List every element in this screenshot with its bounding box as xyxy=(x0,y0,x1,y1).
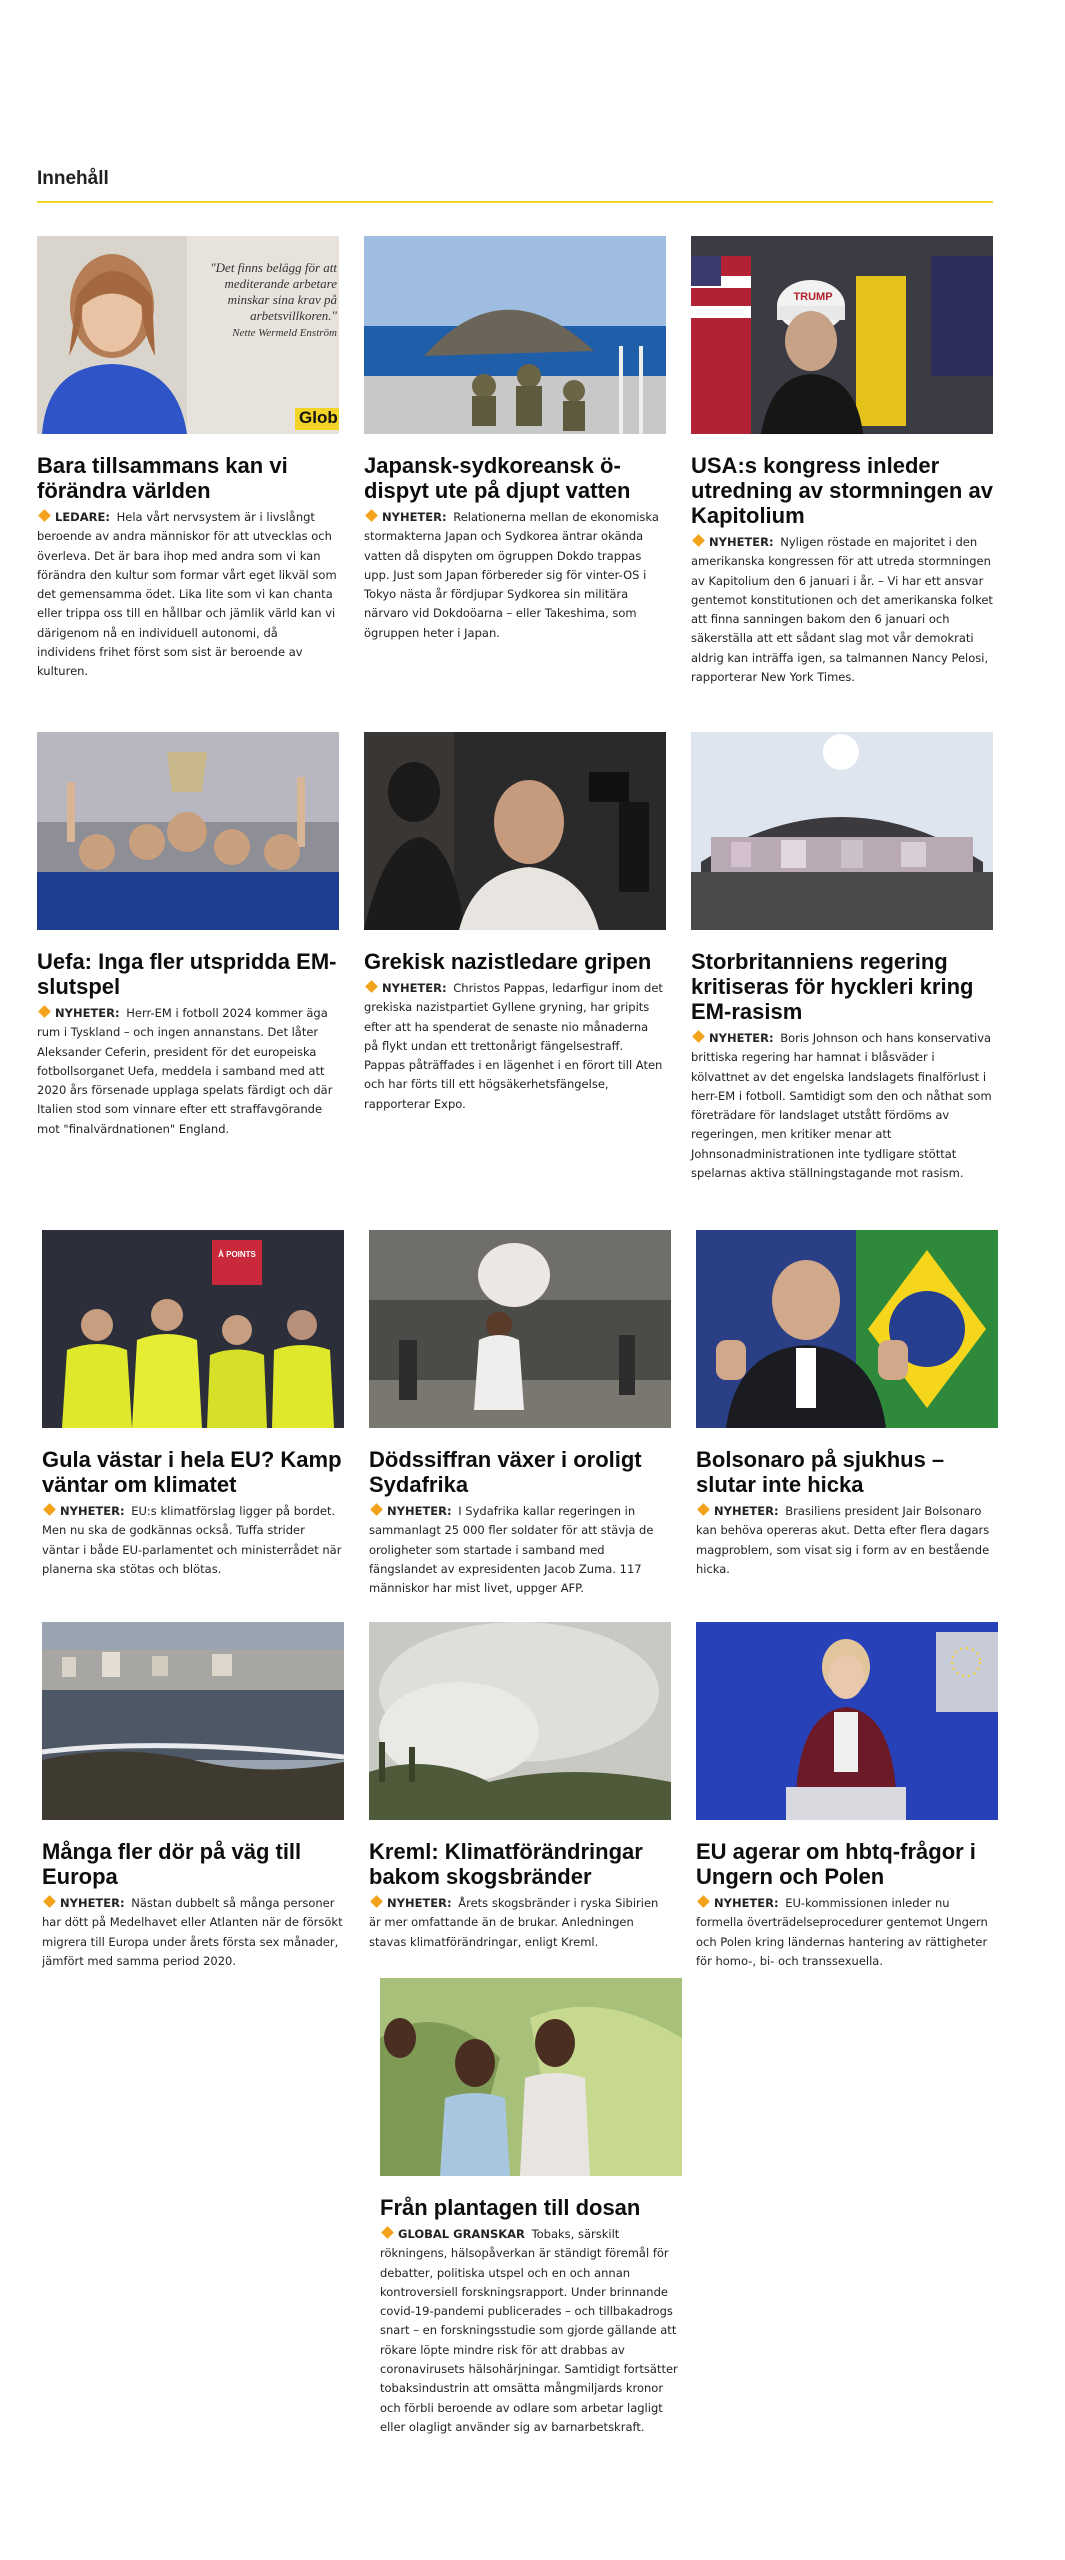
yellow-vests-photo[interactable] xyxy=(42,1230,344,1428)
article-text: Christos Pappas, ledarfigur inom det grekiska nazistpartiet Gyllene gryning, har gripits efter att ha spenderat de senaste nio månaderna på flykt undan ett trettonårigt fängelsestraff. Pappas påträffades i en lägenhet i en förort till Aten och har förts till ett högsäkerhetsfängelse, rapporterar Expo. xyxy=(364,981,663,1111)
article-text: Hela vårt nervsystem är i livslångt beroende av andra människor för att utvecklas och överleva. Det är bara ihop med andra som vi kan förändra den kultur som formar vårt eget likväl som det gemensamma ödet. Lika lite som vi kan chanta eller trippa oss till en hållbar och jämlik värld kan vi därigenom nå en individuell autonomi, då individens frihet först som sist är beroende av kulturen. xyxy=(37,510,337,679)
article-kicker: NYHETER: xyxy=(709,1031,774,1045)
article-text: Boris Johnson och hans konservativa brittiska regering har hamnat i blåsväder i kölvattnet av det engelska landslagets finalförlust i herr-EM i fotboll. Samtidigt som den och nåthat som företrädare för landslaget utstått fördöms av regeringen, men kritiker menar att Johnsonadministrationen inte tydligare stöttat spelarnas aktiva ställningstagande mot rasism. xyxy=(691,1031,992,1181)
children-plantation-photo[interactable] xyxy=(380,1978,682,2176)
article-headline[interactable]: EU agerar om hbtq-frågor i Ungern och Polen xyxy=(696,1839,976,1889)
article-card[interactable] xyxy=(42,1622,344,1971)
portrait-photo[interactable] xyxy=(37,236,339,434)
article-excerpt xyxy=(37,508,339,682)
article-card[interactable] xyxy=(364,236,666,643)
diamond-icon xyxy=(365,509,378,522)
article-card[interactable] xyxy=(37,236,339,682)
article-excerpt xyxy=(364,508,666,643)
article-kicker: NYHETER: xyxy=(382,510,447,524)
image-logo: Glob xyxy=(295,408,339,430)
article-card[interactable] xyxy=(37,732,339,1139)
article-text: Årets skogsbränder i ryska Sibirien är mer omfattande än de brukar. Anledningen stavas klimatförändringar, enligt Kreml. xyxy=(369,1896,659,1949)
article-headline[interactable]: Många fler dör på väg till Europa xyxy=(42,1839,302,1889)
diamond-icon xyxy=(370,1503,383,1516)
article-text: Herr-EM i fotboll 2024 kommer äga rum i Tyskland – och ingen annanstans. Det låter Aleksander Ceferin, president för det europeiska fotbollsorganet Uefa, meddela i samband med att 2020 års försenade upplaga spelats färdigt och där Italien stod som vinnare efter ett straffavgörande mot "finalvärdnationen" England. xyxy=(37,1006,333,1136)
forest-fire-photo[interactable] xyxy=(369,1622,671,1820)
image-quote: "Det finns belägg för att mediterande arbetare minskar sina krav på arbetsvillkoren." xyxy=(210,260,337,323)
sea-coast-photo[interactable] xyxy=(42,1622,344,1820)
article-kicker: NYHETER: xyxy=(709,535,774,549)
article-headline[interactable]: USA:s kongress inleder utredning av stormningen av Kapitolium xyxy=(691,453,993,528)
article-excerpt xyxy=(42,1502,344,1579)
article-headline[interactable]: Gula västar i hela EU? Kamp väntar om klimatet xyxy=(42,1447,342,1497)
mural-photo[interactable] xyxy=(691,732,993,930)
cap-text: TRUMP xyxy=(793,291,833,303)
article-card[interactable] xyxy=(691,236,993,687)
article-excerpt xyxy=(364,979,666,1114)
article-headline[interactable]: Bolsonaro på sjukhus – slutar inte hicka xyxy=(696,1447,945,1497)
article-kicker: NYHETER: xyxy=(60,1896,125,1910)
article-text: Nyligen röstade en majoritet i den amerikanska kongressen för att utreda stormningen av Kapitolium den 6 januari i år. – Vi har ett ansvar gentemot konstitutionen och det amerikanska folket att finna sanningen bakom den 6 januari och säkerställa att ett sådant slag mot vår demokrati aldrig kan inträffa igen, sa talmannen Nancy Pelosi, rapporterar New York Times. xyxy=(691,535,993,685)
article-kicker: NYHETER: xyxy=(55,1006,120,1020)
section-title: Innehåll xyxy=(37,168,109,189)
section-divider xyxy=(37,201,993,203)
article-text: EU:s klimatförslag ligger på bordet. Men nu ska de godkännas också. Tuffa strider väntar i både EU-parlamentet och ministerrådet när planerna ska stötas och blötas. xyxy=(42,1504,342,1576)
article-kicker: NYHETER: xyxy=(382,981,447,995)
diamond-icon xyxy=(43,1895,56,1908)
article-card[interactable] xyxy=(691,732,993,1183)
article-kicker: NYHETER: xyxy=(387,1504,452,1518)
article-headline[interactable]: Bara tillsammans kan vi förändra världen xyxy=(37,453,288,503)
arrest-photo[interactable] xyxy=(364,732,666,930)
article-headline[interactable]: Grekisk nazistledare gripen xyxy=(364,949,652,974)
article-excerpt xyxy=(369,1502,671,1598)
diamond-icon xyxy=(697,1503,710,1516)
article-text: Brasiliens president Jair Bolsonaro kan behöva opereras akut. Detta efter flera dagars magproblem, som visat sig i form av en bestående hicka. xyxy=(696,1504,990,1576)
looting-photo[interactable] xyxy=(369,1230,671,1428)
article-kicker: GLOBAL GRANSKAR xyxy=(398,2227,525,2241)
article-excerpt xyxy=(691,1029,993,1183)
article-kicker: NYHETER: xyxy=(387,1896,452,1910)
article-headline[interactable]: Dödssiffran växer i oroligt Sydafrika xyxy=(369,1447,642,1497)
article-excerpt xyxy=(696,1502,998,1579)
diamond-icon xyxy=(38,509,51,522)
diamond-icon xyxy=(370,1895,383,1908)
island-soldiers-photo[interactable] xyxy=(364,236,666,434)
article-excerpt xyxy=(42,1894,344,1971)
article-card[interactable] xyxy=(696,1230,998,1579)
article-card[interactable] xyxy=(696,1622,998,1971)
article-headline[interactable]: Japansk-sydkoreansk ö-dispyt ute på djupt vatten xyxy=(364,453,631,503)
diamond-icon xyxy=(697,1895,710,1908)
article-card[interactable] xyxy=(380,1978,682,2437)
article-kicker: NYHETER: xyxy=(714,1504,779,1518)
article-text: Nästan dubbelt så många personer har dött på Medelhavet eller Atlanten när de försökt migrera till Europa under årets första sex månader, jämfört med samma period 2020. xyxy=(42,1896,343,1968)
article-text: EU-kommissionen inleder nu formella överträdelseprocedurer gentemot Ungern och Polen kring ländernas hantering av rättigheter för homo-, bi- och transsexuella. xyxy=(696,1896,988,1968)
image-quote-author: Nette Wermeld Enström xyxy=(232,327,337,339)
speaker-photo[interactable] xyxy=(696,1230,998,1428)
article-card[interactable] xyxy=(42,1230,344,1579)
diamond-icon xyxy=(692,534,705,547)
trophy-celebration-photo[interactable] xyxy=(37,732,339,930)
article-headline[interactable]: Kreml: Klimatförändringar bakom skogsbränder xyxy=(369,1839,643,1889)
diamond-icon xyxy=(365,980,378,993)
article-kicker: NYHETER: xyxy=(714,1896,779,1910)
article-card[interactable] xyxy=(369,1230,671,1598)
article-headline[interactable]: Storbritanniens regering kritiseras för hyckleri kring EM-rasism xyxy=(691,949,974,1024)
article-excerpt xyxy=(37,1004,339,1139)
article-headline[interactable]: Från plantagen till dosan xyxy=(380,2195,641,2220)
diamond-icon xyxy=(381,2226,394,2239)
capitol-riot-photo[interactable] xyxy=(691,236,993,434)
article-excerpt xyxy=(380,2225,682,2437)
article-excerpt xyxy=(696,1894,998,1971)
eu-speaker-photo[interactable] xyxy=(696,1622,998,1820)
article-kicker: LEDARE: xyxy=(55,510,110,524)
article-text: Relationerna mellan de ekonomiska stormakterna Japan och Sydkorea äntrar okända vatten då dispyten om ögruppen Dokdo trappas upp. Just som Japan förbereder sig för vinter-OS i Tokyo nästa år fördjupar Sydkorea sin militära närvaro vid Dokdoöarna – eller Takeshima, som ögruppen heter i Japan. xyxy=(364,510,659,640)
article-headline[interactable]: Uefa: Inga fler utspridda EM-slutspel xyxy=(37,949,337,999)
article-kicker: NYHETER: xyxy=(60,1504,125,1518)
article-excerpt xyxy=(369,1894,671,1952)
diamond-icon xyxy=(38,1005,51,1018)
protest-sign-text: À POINTS xyxy=(218,1250,256,1259)
article-card[interactable] xyxy=(369,1622,671,1952)
article-card[interactable] xyxy=(364,732,666,1114)
article-text: I Sydafrika kallar regeringen in sammanlagt 25 000 fler soldater för att stävja de oroligheter som startade i samband med fängslandet av expresidenten Jacob Zuma. 117 människor har mist livet, uppger AFP. xyxy=(369,1504,654,1596)
article-text: Tobaks, särskilt rökningens, hälsopåverkan är ständigt föremål för debatter, politiska utspel och en och annan kontroversiell forskningsrapport. Under brinnande covid-19-pandemi publicerades – och tillbakadrogs snart – en forskningsstudie som gjorde gällande att rökare löpte mindre risk för att drabbas av coronavirusets hälsohärjningar. Samtidigt fortsätter tobaksindustrin att omsätta mångmiljards kronor och förbli beroende av odlare som arbetar lagligt eller olagligt använder sig av barnarbetskraft. xyxy=(380,2227,678,2434)
article-excerpt xyxy=(691,533,993,687)
diamond-icon xyxy=(692,1030,705,1043)
diamond-icon xyxy=(43,1503,56,1516)
